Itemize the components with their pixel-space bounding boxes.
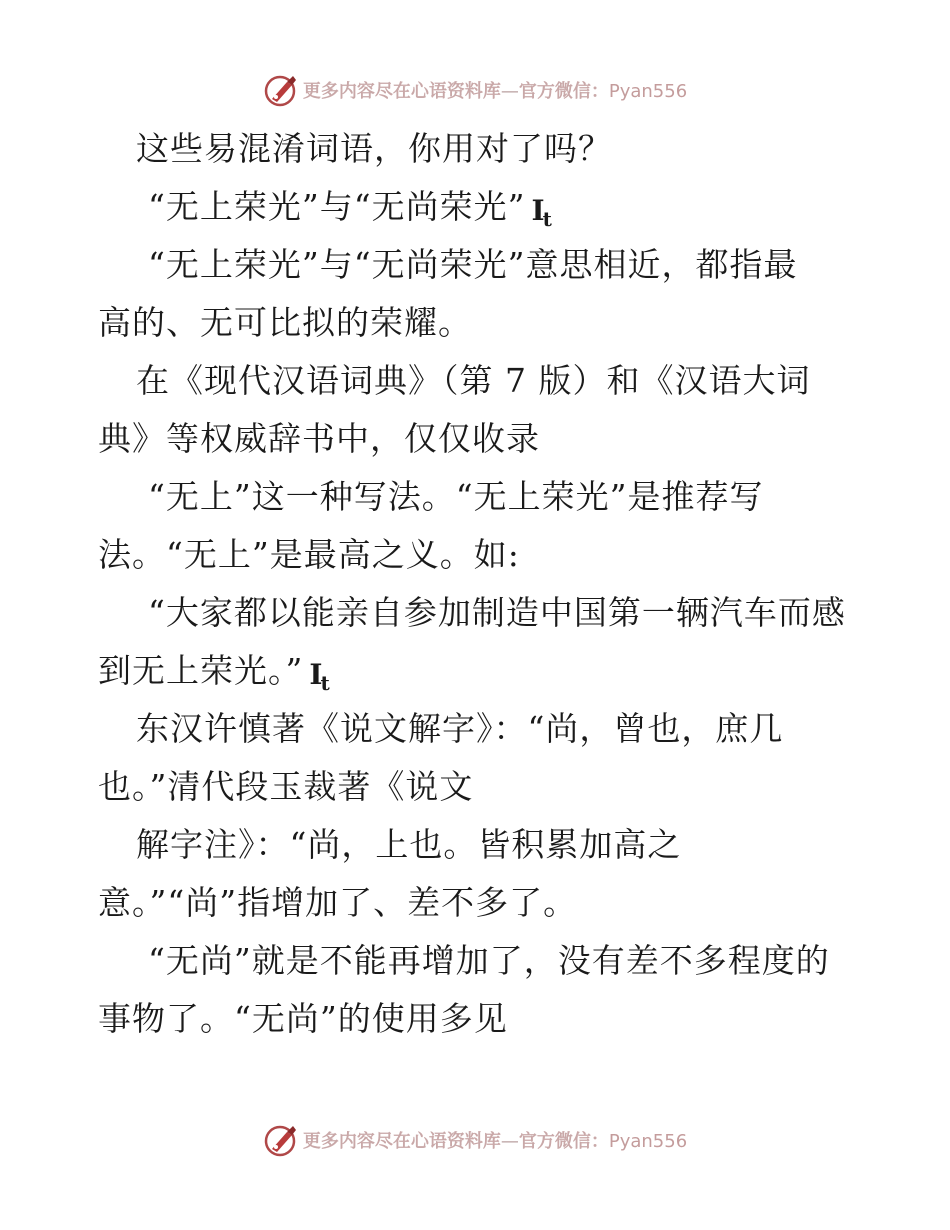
paragraph-line: “无上”这一种写法。“无上荣光”是推荐写 [148, 477, 764, 516]
paragraph-line: “无上荣光”与“无尚荣光” $I_t$ [148, 187, 553, 231]
paragraph-line: 高的、无可比拟的荣耀。 [98, 303, 472, 342]
header-banner [0, 70, 950, 110]
paragraph-line: 在《现代汉语词典》（第 7 版）和《汉语大词 [136, 361, 811, 400]
footer-banner [0, 1120, 950, 1160]
pen-logo-icon [263, 1122, 299, 1158]
text-marker-icon: $I_t$ [531, 194, 553, 231]
paragraph-line: 法。“无上”是最高之义。如: [98, 535, 520, 574]
paragraph-line: 典》等权威辞书中，仅仅收录 [98, 419, 540, 458]
paragraph-line: 东汉许慎著《说文解字》：“尚，曾也，庶几 [136, 709, 784, 748]
paragraph-line: “无尚”就是不能再增加了，没有差不多程度的 [148, 941, 830, 980]
text-marker-icon: $I_t$ [309, 658, 331, 695]
banner-text: 更多内容尽在心语资料库—官方微信：Pyan556 [302, 81, 688, 102]
pen-logo-icon [263, 72, 299, 108]
banner-text: 更多内容尽在心语资料库—官方微信：Pyan556 [302, 1131, 688, 1152]
document-body [98, 120, 858, 1048]
paragraph-line: 也。”清代段玉裁著《说文 [98, 767, 474, 806]
paragraph-line: “大家都以能亲自参加制造中国第一辆汽车而感 [148, 593, 846, 632]
paragraph-line: 到无上荣光。” $I_t$ [98, 651, 331, 695]
paragraph-line: 意。”“尚”指增加了、差不多了。 [98, 883, 578, 922]
paragraph-line: 这些易混淆词语，你用对了吗？ [136, 129, 612, 168]
paragraph-line: 事物了。“无尚”的使用多见 [98, 999, 508, 1038]
paragraph-line: “无上荣光”与“无尚荣光”意思相近，都指最 [148, 245, 798, 284]
paragraph-line: 解字注》：“尚，上也。皆积累加高之 [136, 825, 682, 864]
